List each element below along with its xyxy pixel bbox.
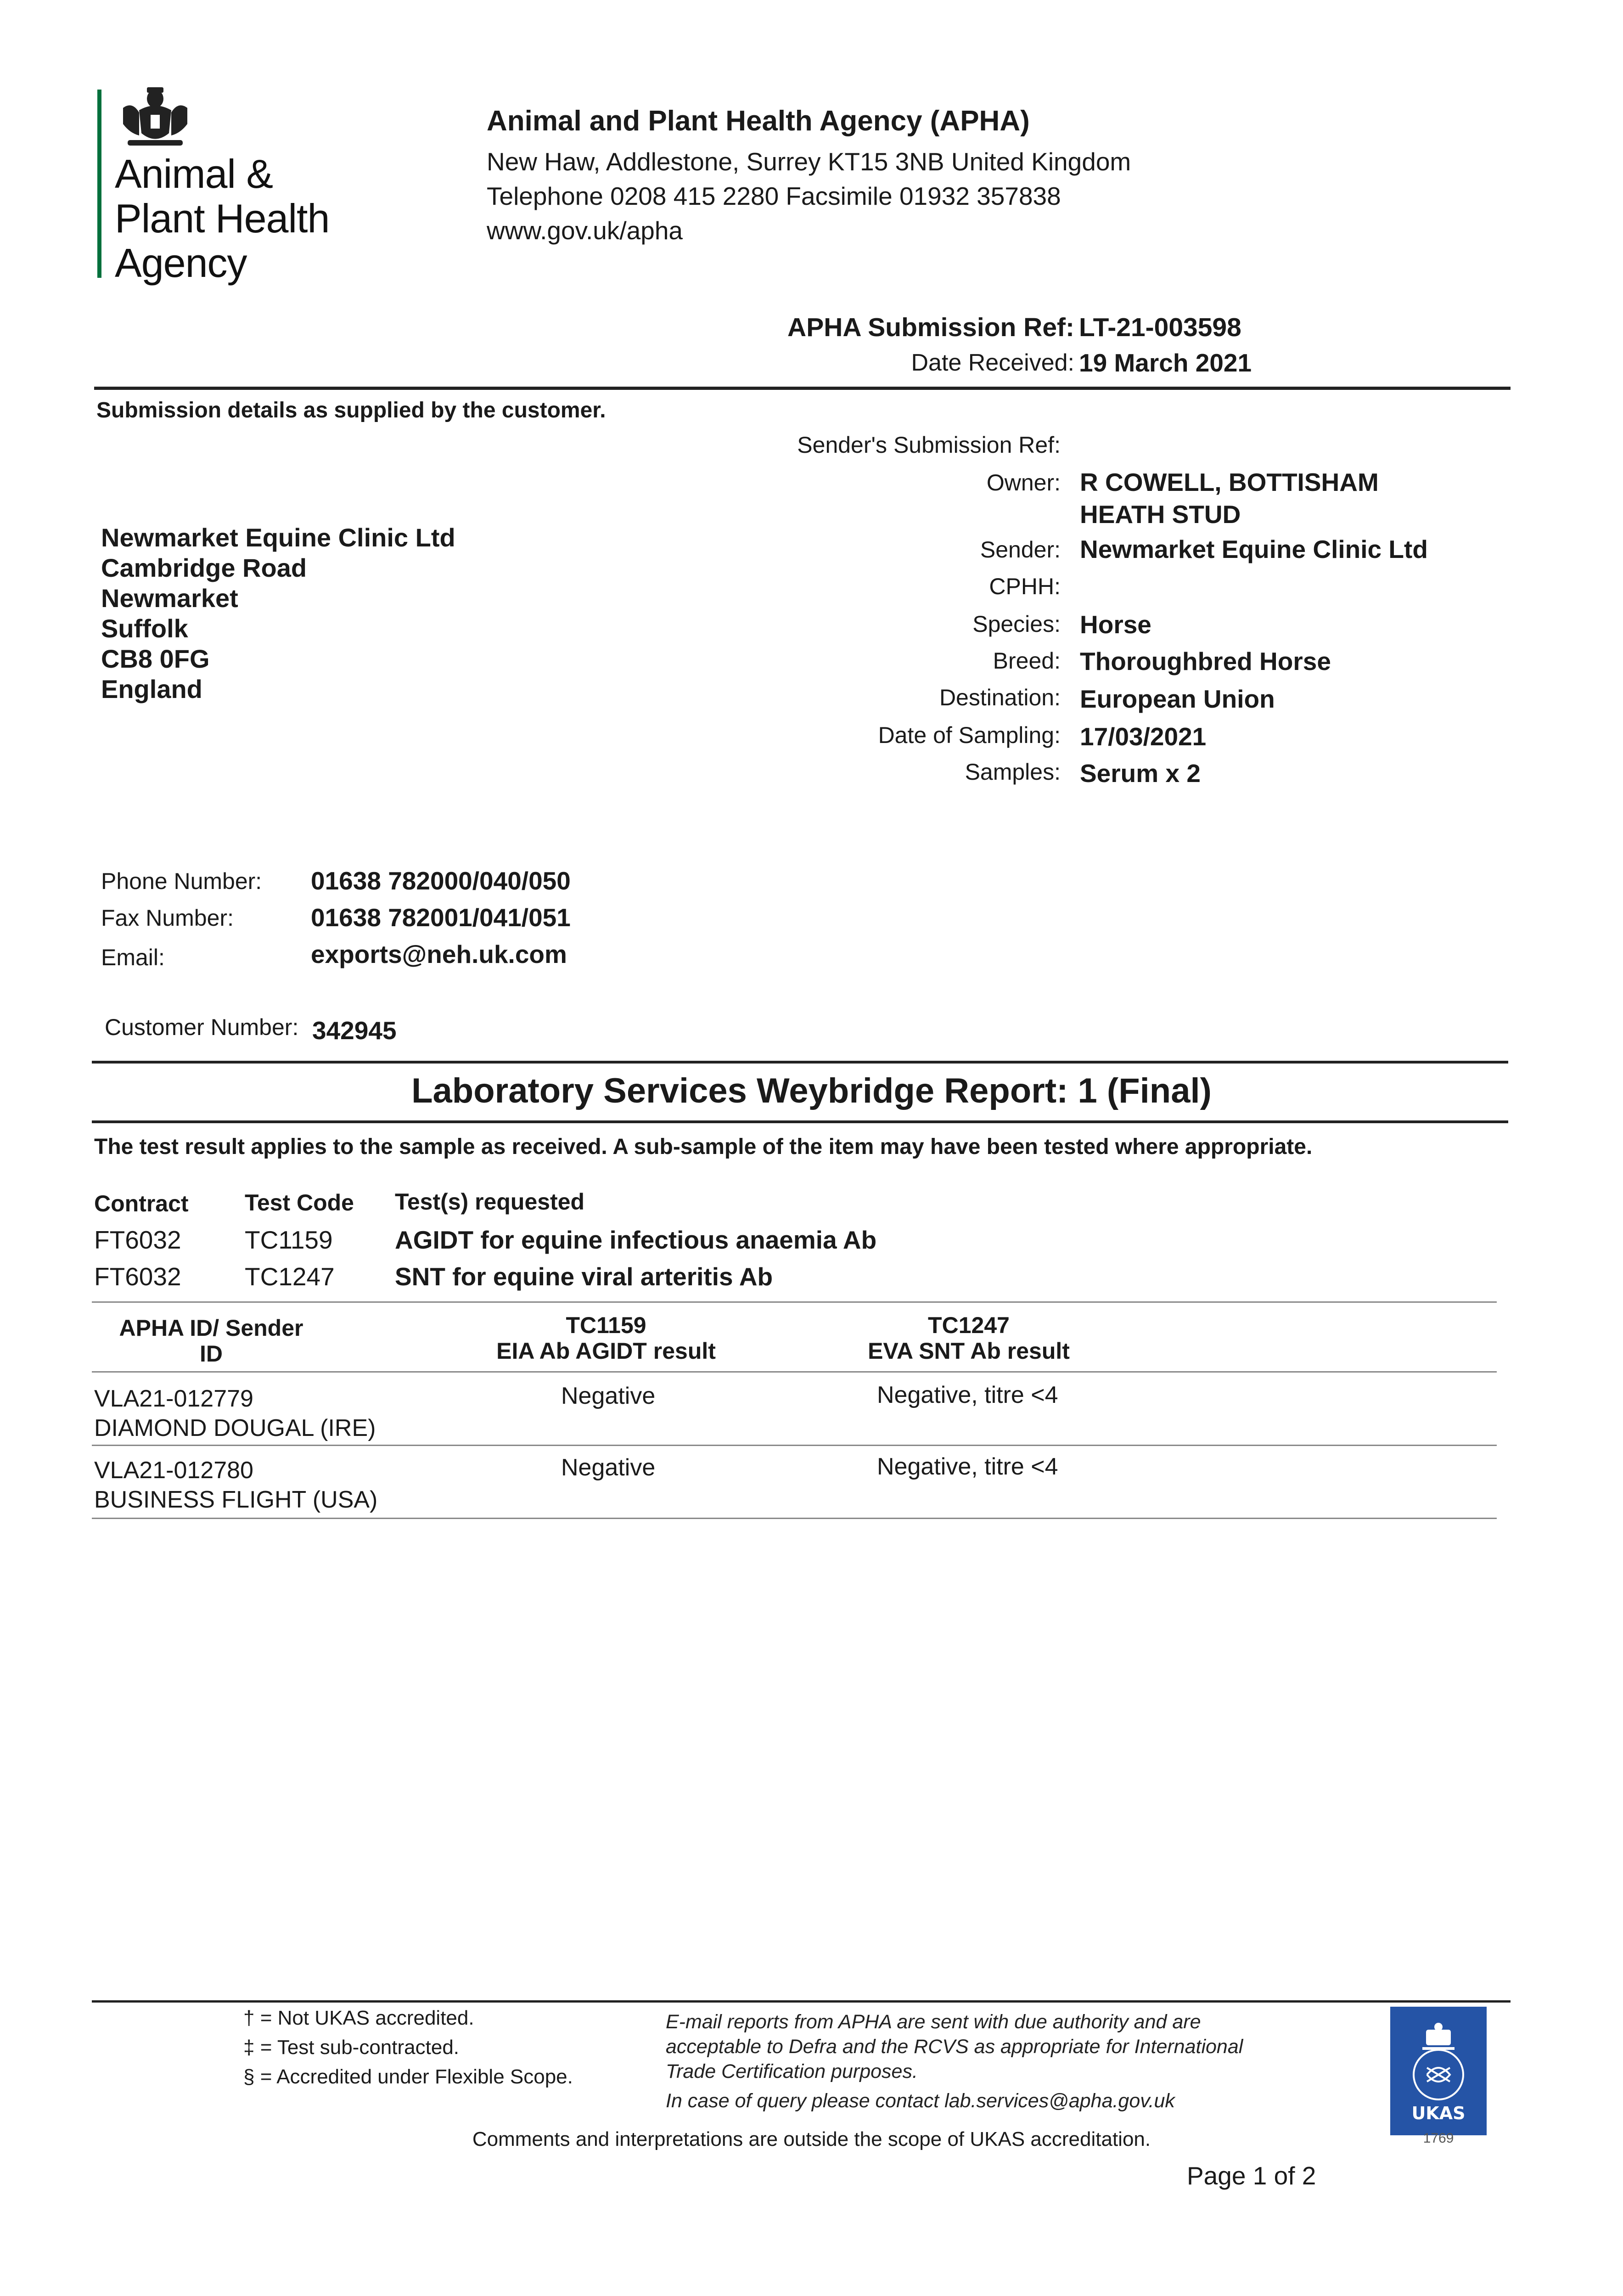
cphh-label: CPHH:: [989, 574, 1061, 599]
destination-value: European Union: [1080, 685, 1275, 713]
table-divider: [92, 1445, 1497, 1446]
address-line: Newmarket: [101, 584, 238, 613]
species-value: Horse: [1080, 610, 1151, 639]
comments-note: Comments and interpretations are outside the scope of UKAS accreditation.: [472, 2128, 1151, 2150]
ukas-badge-text: UKAS: [1411, 2103, 1466, 2123]
test-contract: FT6032: [94, 1262, 181, 1291]
agency-address: New Haw, Addlestone, Surrey KT15 3NB United Kingdom: [487, 147, 1131, 176]
results-id-header: APHA ID/ Sender ID: [119, 1315, 303, 1367]
sampling-date-label: Date of Sampling:: [878, 722, 1061, 748]
agency-phone: Telephone 0208 415 2280 Facsimile 01932 357838: [487, 182, 1061, 210]
ukas-accreditation-badge-icon: [1390, 2007, 1487, 2135]
footnote-flexible-scope: § = Accredited under Flexible Scope.: [243, 2065, 573, 2088]
address-line: Newmarket Equine Clinic Ltd: [101, 523, 455, 552]
eva-test-name: EVA SNT Ab result: [868, 1338, 1070, 1364]
logo-line: Plant Health: [115, 196, 330, 241]
email-value: exports@neh.uk.com: [311, 940, 567, 968]
apha-id: VLA21-012780: [94, 1457, 253, 1484]
sampling-date-value: 17/03/2021: [1080, 722, 1207, 751]
table-divider: [92, 1371, 1497, 1373]
fax-value: 01638 782001/041/051: [311, 903, 571, 932]
samples-label: Samples:: [965, 759, 1061, 785]
owner-value-line2: HEATH STUD: [1080, 500, 1241, 529]
footnote-sub-contracted: ‡ = Test sub-contracted.: [243, 2036, 460, 2059]
agency-logo-text: [115, 152, 329, 285]
note-line: E-mail reports from APHA are sent with due authority and are: [666, 2011, 1201, 2033]
submission-ref-value: LT-21-003598: [1079, 313, 1241, 342]
breed-label: Breed:: [993, 648, 1061, 674]
applies-note: The test result applies to the sample as received. A sub-sample of the item may have been tested where appropriate.: [94, 1135, 1313, 1159]
query-contact-note: In case of query please contact lab.services@apha.gov.uk: [666, 2090, 1175, 2112]
logo-line: Agency: [115, 240, 247, 286]
test-code-header: Test Code: [245, 1190, 354, 1216]
section-divider: [92, 1061, 1508, 1064]
phone-label: Phone Number:: [101, 868, 262, 894]
note-line: Trade Certification purposes.: [666, 2060, 918, 2082]
footer-divider: [92, 2000, 1511, 2003]
eia-result-header: [473, 1312, 739, 1364]
eva-result: Negative, titre <4: [877, 1382, 1058, 1408]
table-row: [94, 1384, 376, 1443]
footnote-not-accredited: † = Not UKAS accredited.: [243, 2007, 474, 2029]
address-line: Cambridge Road: [101, 553, 307, 582]
note-line: acceptable to Defra and the RCVS as appropriate for International: [666, 2036, 1243, 2058]
sender-value: Newmarket Equine Clinic Ltd: [1080, 535, 1428, 563]
submission-ref-label: APHA Submission Ref:: [787, 313, 1074, 342]
page-number: Page 1 of 2: [1187, 2161, 1316, 2190]
sender-id: BUSINESS FLIGHT (USA): [94, 1486, 378, 1513]
customer-number-value: 342945: [312, 1016, 397, 1045]
address-line: England: [101, 675, 202, 703]
ukas-number: 1769: [1423, 2131, 1454, 2146]
date-received-value: 19 March 2021: [1079, 349, 1252, 377]
owner-value: R COWELL, BOTTISHAM: [1080, 468, 1379, 496]
destination-label: Destination:: [939, 685, 1061, 710]
sender-id: DIAMOND DOUGAL (IRE): [94, 1415, 376, 1441]
logo-line: Animal &: [115, 151, 273, 197]
species-label: Species:: [972, 611, 1061, 637]
table-divider: [92, 1301, 1497, 1303]
royal-crest-icon: [114, 83, 197, 152]
sender-label: Sender:: [980, 537, 1061, 563]
email-authority-note: [666, 2009, 1243, 2084]
table-divider: [92, 1518, 1497, 1519]
tests-requested-header: Test(s) requested: [395, 1189, 585, 1215]
senders-ref-label: Sender's Submission Ref:: [797, 432, 1061, 458]
logo-green-bar: [97, 90, 101, 278]
eia-result: Negative: [561, 1383, 656, 1409]
agency-name: Animal and Plant Health Agency (APHA): [487, 105, 1030, 137]
fax-label: Fax Number:: [101, 905, 234, 931]
owner-label: Owner:: [986, 470, 1061, 495]
customer-address: [101, 523, 455, 704]
eva-result-header: [822, 1312, 1116, 1364]
breed-value: Thoroughbred Horse: [1080, 647, 1331, 675]
contract-header: Contract: [94, 1191, 189, 1216]
test-code: TC1159: [245, 1226, 333, 1254]
apha-id: VLA21-012779: [94, 1385, 253, 1412]
address-line: Suffolk: [101, 614, 188, 643]
table-row: [94, 1456, 377, 1514]
section-divider: [94, 387, 1511, 390]
eia-test-name: EIA Ab AGIDT result: [496, 1338, 716, 1364]
customer-number-label: Customer Number:: [105, 1014, 299, 1040]
date-received-label: Date Received:: [911, 349, 1074, 376]
section-divider: [92, 1120, 1508, 1123]
eva-test-code: TC1247: [928, 1312, 1010, 1338]
eia-test-code: TC1159: [566, 1312, 646, 1338]
phone-value: 01638 782000/040/050: [311, 867, 571, 895]
test-code: TC1247: [245, 1262, 335, 1291]
test-contract: FT6032: [94, 1226, 181, 1254]
supplied-note: Submission details as supplied by the customer.: [96, 398, 606, 422]
address-line: CB8 0FG: [101, 644, 210, 673]
agency-website: www.gov.uk/apha: [487, 216, 683, 245]
samples-value: Serum x 2: [1080, 759, 1201, 788]
email-label: Email:: [101, 945, 165, 970]
test-name: SNT for equine viral arteritis Ab: [395, 1262, 773, 1291]
eva-result: Negative, titre <4: [877, 1453, 1058, 1480]
report-title: Laboratory Services Weybridge Report: 1 (Final): [411, 1071, 1212, 1110]
eia-result: Negative: [561, 1454, 656, 1481]
test-name: AGIDT for equine infectious anaemia Ab: [395, 1226, 877, 1254]
